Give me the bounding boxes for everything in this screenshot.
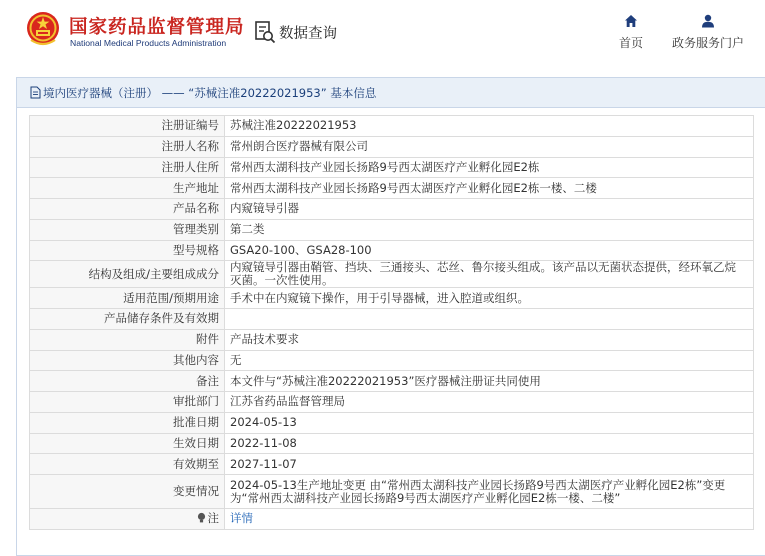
field-label-text: 注册人名称 — [161, 139, 219, 154]
field-value-text: 2022-11-08 — [230, 435, 297, 450]
field-label — [30, 288, 225, 309]
site-title[interactable]: 国家药品监督管理局 — [69, 17, 245, 38]
field-label — [30, 178, 225, 199]
card-title: 境内医疗器械（注册） —— “苏械注准20222021953” 基本信息 — [43, 85, 377, 100]
table-row — [30, 412, 754, 433]
field-value-text: 2024-05-13 — [230, 415, 297, 430]
field-label-text: 结构及组成/主要组成成分 — [88, 266, 219, 281]
field-value — [225, 219, 754, 240]
document-search-icon — [254, 20, 276, 44]
field-value-text: 苏械注准20222021953 — [230, 118, 357, 133]
field-value — [225, 392, 754, 413]
table-row — [30, 288, 754, 309]
field-value — [225, 475, 754, 509]
document-icon — [30, 86, 41, 99]
field-value-text: 本文件与“苏械注准20222021953”医疗器械注册证共同使用 — [230, 373, 541, 388]
field-label — [30, 392, 225, 413]
field-value-text: 常州西太湖科技产业园长扬路9号西太湖医疗产业孵化园E2栋 — [230, 159, 540, 174]
field-label-text: 注册人住所 — [161, 159, 219, 174]
field-label-text: 注 — [207, 511, 219, 526]
field-value-text: 无 — [230, 352, 242, 367]
field-value — [225, 157, 754, 178]
field-value-text: 常州朗合医疗器械有限公司 — [230, 139, 368, 154]
field-value — [225, 371, 754, 392]
field-value — [225, 350, 754, 371]
data-query-label: 数据查询 — [279, 25, 337, 42]
user-icon — [701, 14, 715, 28]
field-value — [225, 454, 754, 475]
national-emblem-icon — [26, 10, 60, 48]
site-header — [0, 0, 765, 70]
table-row — [30, 136, 754, 157]
field-label-text: 批准日期 — [173, 415, 219, 430]
field-value — [225, 288, 754, 309]
table-row — [30, 392, 754, 413]
table-row — [30, 350, 754, 371]
nav-home[interactable] — [617, 14, 645, 51]
field-label-text: 产品储存条件及有效期 — [104, 311, 219, 326]
table-row — [30, 433, 754, 454]
nav-service-portal[interactable] — [670, 14, 746, 51]
field-label — [30, 454, 225, 475]
table-row — [30, 199, 754, 220]
details-link[interactable]: 详情 — [230, 511, 253, 526]
table-row — [30, 157, 754, 178]
field-value-text: 2024-05-13生产地址变更 由“常州西太湖科技产业园长扬路9号西太湖医疗产业孵化园E2栋”变更为“常州西太湖科技产业园长扬路9号西太湖医疗产业孵化园E2栋一楼、二楼” — [230, 477, 726, 505]
field-value-text: 产品技术要求 — [230, 332, 299, 347]
field-value-text: 第二类 — [230, 222, 265, 237]
nav-service-portal-label: 政务服务门户 — [671, 36, 744, 50]
field-label — [30, 433, 225, 454]
field-value — [225, 116, 754, 137]
field-value — [225, 509, 754, 530]
field-value — [225, 178, 754, 199]
nav-home-label: 首页 — [618, 36, 643, 50]
field-value — [225, 433, 754, 454]
field-value-text: 2027-11-07 — [230, 456, 297, 471]
table-row — [30, 116, 754, 137]
field-label-text: 其他内容 — [173, 352, 219, 367]
table-row — [30, 178, 754, 199]
field-label-text: 注册证编号 — [161, 118, 219, 133]
field-label — [30, 509, 225, 530]
data-query-link[interactable] — [254, 19, 337, 45]
table-row — [30, 329, 754, 350]
field-value-text: GSA20-100、GSA28-100 — [230, 242, 372, 257]
field-label — [30, 157, 225, 178]
field-label — [30, 329, 225, 350]
table-row — [30, 309, 754, 330]
field-value — [225, 309, 754, 330]
field-value-text: 常州西太湖科技产业园长扬路9号西太湖医疗产业孵化园E2栋一楼、二楼 — [230, 180, 597, 195]
field-label-text: 附件 — [196, 332, 219, 347]
field-label — [30, 136, 225, 157]
table-row — [30, 240, 754, 261]
field-label — [30, 219, 225, 240]
field-label — [30, 309, 225, 330]
table-row — [30, 371, 754, 392]
field-label-text: 适用范围/预期用途 — [123, 290, 219, 305]
field-value — [225, 136, 754, 157]
home-icon — [624, 14, 638, 28]
field-label-text: 型号规格 — [173, 242, 219, 257]
field-value — [225, 329, 754, 350]
field-label-text: 变更情况 — [173, 484, 219, 498]
site-subtitle-en: National Medical Products Administration — [70, 38, 227, 48]
field-label-text: 生产地址 — [173, 180, 219, 195]
field-label — [30, 199, 225, 220]
registration-detail-table — [29, 115, 754, 530]
field-value-text: 手术中在内窥镜下操作，用于引导器械，进入腔道或组织。 — [230, 290, 529, 305]
field-label-text: 产品名称 — [173, 201, 219, 216]
table-row — [30, 509, 754, 530]
table-row — [30, 219, 754, 240]
field-label — [30, 371, 225, 392]
field-label — [30, 240, 225, 261]
field-value-text: 内窥镜导引器由鞘管、挡块、三通接头、芯丝、鲁尔接头组成。该产品以无菌状态提供，经环氧乙烷灭菌。一次性使用。 — [230, 260, 736, 288]
info-icon — [196, 512, 207, 523]
field-label — [30, 475, 225, 509]
field-label-text: 生效日期 — [173, 435, 219, 450]
field-label — [30, 412, 225, 433]
table-row — [30, 261, 754, 288]
field-label — [30, 116, 225, 137]
field-value-text: 江苏省药品监督管理局 — [230, 394, 345, 409]
field-label-text: 备注 — [196, 373, 219, 388]
card-header — [17, 78, 765, 108]
field-value — [225, 199, 754, 220]
field-value — [225, 412, 754, 433]
table-row — [30, 475, 754, 509]
field-label-text: 有效期至 — [173, 456, 219, 471]
field-value-text: 内窥镜导引器 — [230, 201, 299, 216]
field-value — [225, 240, 754, 261]
field-label-text: 管理类别 — [173, 222, 219, 237]
field-value — [225, 261, 754, 288]
field-label — [30, 261, 225, 288]
table-row — [30, 454, 754, 475]
detail-card — [16, 77, 765, 556]
field-label — [30, 350, 225, 371]
field-label-text: 审批部门 — [173, 394, 219, 409]
